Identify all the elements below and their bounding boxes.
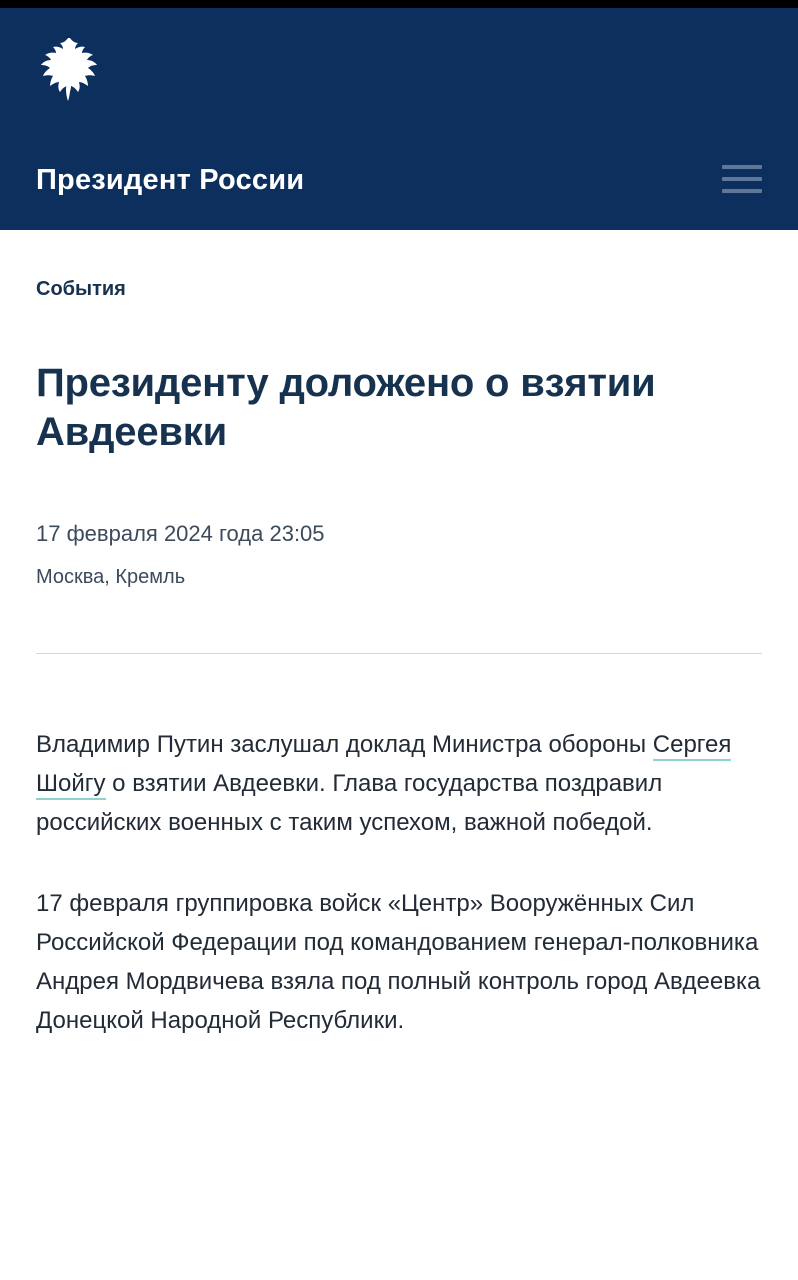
divider <box>36 653 762 654</box>
article-date: 17 февраля 2024 года 23:05 <box>36 520 325 546</box>
article-meta <box>36 519 762 592</box>
burger-line-3 <box>722 189 762 193</box>
article-body <box>36 726 762 1040</box>
article-content <box>0 278 798 1041</box>
burger-line-2 <box>722 177 762 181</box>
site-title: Президент России <box>36 164 305 196</box>
site-header <box>0 8 798 230</box>
article-place: Москва, Кремль <box>36 566 186 589</box>
paragraph-1-text-before-link: Владимир Путин заслушал доклад Министра обороны <box>36 731 653 759</box>
burger-line-1 <box>722 165 762 169</box>
breadcrumb[interactable]: События <box>36 278 126 300</box>
russian-double-headed-eagle-emblem-icon <box>38 36 98 102</box>
paragraph-1-text-after-link: о взятии Авдеевки. Глава государства поздравил российских военных с таким успехом, важной победой. <box>36 770 663 837</box>
status-bar-strip <box>0 0 798 8</box>
article-paragraph-2: 17 февраля группировка войск «Центр» Вооружённых Сил Российской Федерации под командованием генерал-полковника Андрея Мордвичева взяла под полный контроль город Авдеевка Донецкой Народной Республики. <box>36 890 761 1034</box>
article-paragraph-1 <box>36 726 762 843</box>
hamburger-menu-icon[interactable] <box>722 165 762 193</box>
link-sergey-shoygu[interactable]: Сергея Шойгу <box>36 731 731 800</box>
page-title: Президенту доложено о взятии Авдеевки <box>36 361 656 454</box>
